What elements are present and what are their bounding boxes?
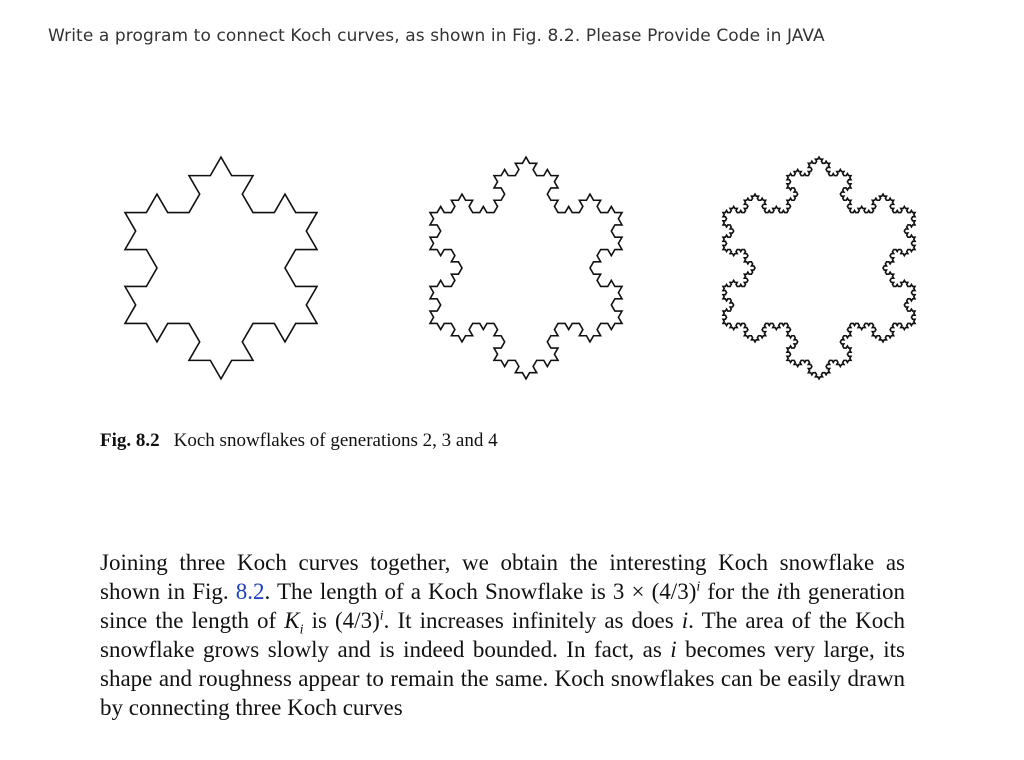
italic-i: i <box>681 608 689 633</box>
figure-caption <box>100 430 498 452</box>
body-text-2: . The length of a Koch Snowflake is 3 × (4/3) <box>264 579 697 604</box>
koch-snowflake-gen-2 <box>125 157 317 379</box>
question-text: Write a program to connect Koch curves, as shown in Fig. 8.2. Please Provide Code in JAVA <box>48 26 825 46</box>
body-text-4: th generation since the length of <box>100 579 905 633</box>
body-text-5: is (4/3) <box>303 608 380 633</box>
body-text-8: becomes very large, its shape and roughness appear to remain the same. Koch snowflakes can be easily drawn by connecting three Koch curves <box>100 637 905 720</box>
body-paragraph <box>100 548 905 722</box>
body-text-3: for the <box>700 579 777 604</box>
caption-label: Fig. 8.2 <box>100 430 160 451</box>
italic-i: i <box>670 637 677 662</box>
figure-ref-link[interactable]: 8.2 <box>235 579 265 604</box>
koch-figure <box>96 118 956 418</box>
koch-snowflake-gen-4 <box>723 157 915 379</box>
koch-snowflakes-svg <box>96 118 956 418</box>
koch-snowflake-gen-3 <box>430 157 622 379</box>
body-text-6: . It increases infinitely as does <box>383 608 682 633</box>
body-text-1: Joining three Koch curves together, we obtain the interesting Koch snowflake as shown in Fig. <box>100 550 905 604</box>
caption-text: Koch snowflakes of generations 2, 3 and 4 <box>173 430 498 451</box>
italic-k: K <box>284 608 300 633</box>
superscript-i: i <box>696 579 701 595</box>
superscript-i: i <box>379 608 384 624</box>
subscript-i: i <box>299 622 304 638</box>
italic-i: i <box>776 579 783 604</box>
body-text-7: . The area of the Koch snowflake grows slowly and is indeed bounded. In fact, as <box>100 608 905 662</box>
